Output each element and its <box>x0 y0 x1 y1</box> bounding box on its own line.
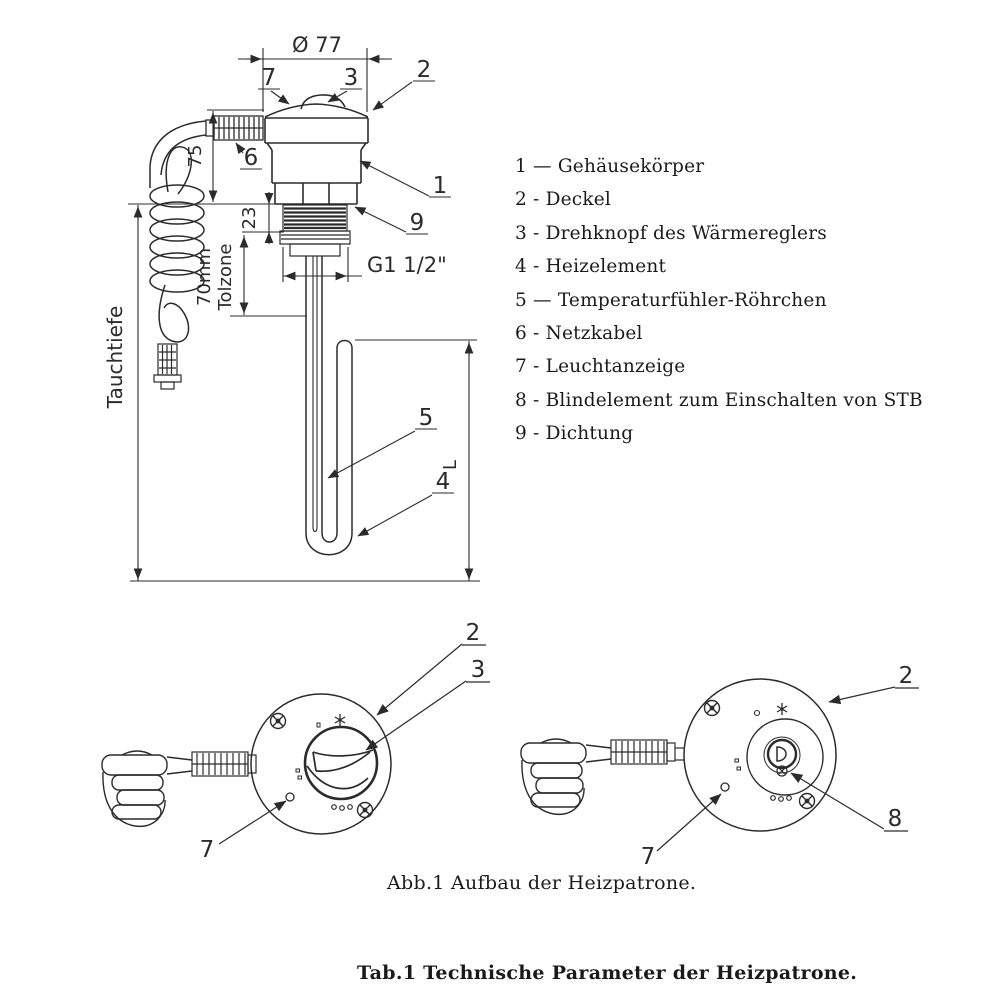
position-dot <box>755 711 760 716</box>
blind-element-boss <box>768 740 796 768</box>
legend-item-9: 9 - Dichtung <box>515 423 634 445</box>
cap-dome <box>265 104 368 117</box>
cable-gland <box>206 116 263 140</box>
setting-mark-1 <box>735 759 739 762</box>
callout-4-main: 4 <box>435 469 451 495</box>
dim-tolzone-label: Tolzone <box>215 243 236 311</box>
main-sectional-view <box>103 33 480 581</box>
callout-8-back: 8 <box>887 806 903 832</box>
dim-thread-label: G1 1/2" <box>367 253 447 277</box>
heating-element-tubes <box>306 256 352 555</box>
callout-7-main: 7 <box>261 65 277 91</box>
main-view-callouts <box>236 81 454 536</box>
callout-3-main: 3 <box>343 65 359 91</box>
callout-2-main: 2 <box>416 57 432 83</box>
plug-front <box>102 751 192 826</box>
setting-mark-2 <box>737 767 741 770</box>
legend-item-7: 7 - Leuchtanzeige <box>515 356 686 378</box>
figure-caption: Abb.1 Aufbau der Heizpatrone. <box>387 872 697 894</box>
housing-body <box>265 95 368 256</box>
legend-item-3: 3 - Drehknopf des Wärmereglers <box>515 222 827 244</box>
plug-side <box>154 344 181 389</box>
hex-nut <box>275 183 357 204</box>
dim-23-label: 23 <box>239 206 260 230</box>
sensor-tube-end <box>313 527 317 532</box>
legend-item-5: 5 — Temperaturfühler-Röhrchen <box>515 289 827 311</box>
dim-diameter-label: Ø 77 <box>292 33 342 57</box>
callout-1-main: 1 <box>432 173 448 199</box>
setting-mark-1 <box>296 769 300 772</box>
callout-2-front: 2 <box>465 620 481 646</box>
legend-item-8: 8 - Blindelement zum Einschalten von STB <box>515 389 923 411</box>
element-return-top <box>337 341 352 349</box>
indicator-lamp <box>286 793 294 801</box>
legend-item-6: 6 - Netzkabel <box>515 322 643 344</box>
callout-7-back: 7 <box>640 844 656 870</box>
callout-6-main: 6 <box>243 145 259 171</box>
legend-item-4: 4 - Heizelement <box>515 256 667 278</box>
parts-legend <box>515 150 923 451</box>
legend-item-1: 1 — Gehäusekörper <box>515 156 705 177</box>
vent-dots <box>771 796 792 802</box>
table-caption: Tab.1 Technische Parameter der Heizpatrone. <box>357 962 858 984</box>
callout-5-main: 5 <box>418 405 434 431</box>
snowflake-icon <box>777 703 787 715</box>
legend-item-2: 2 - Deckel <box>515 189 611 211</box>
cap-back-view <box>521 663 919 870</box>
screw-icon <box>358 803 373 818</box>
callout-9-main: 9 <box>409 210 425 236</box>
cable-gland-front <box>192 752 256 776</box>
dim-tolzone-value: 70mm <box>194 248 215 306</box>
dim-tauchtiefe-label: Tauchtiefe <box>103 305 127 409</box>
cap-outline <box>251 694 391 834</box>
callout-7-front: 7 <box>199 837 215 863</box>
thread-section <box>280 205 350 256</box>
setting-mark-2 <box>298 776 302 779</box>
indicator-lamp <box>721 783 729 791</box>
screw-icon <box>271 714 286 729</box>
dim-length-label: L <box>440 459 461 471</box>
cable-gland-back <box>611 740 685 764</box>
vent-dots <box>332 805 353 811</box>
min-mark <box>317 723 320 727</box>
snowflake-icon <box>335 714 345 726</box>
screw-icon <box>800 794 815 809</box>
plug-back <box>521 739 611 814</box>
callout-3-front: 3 <box>470 657 486 683</box>
front-view-callout-leaders <box>219 644 490 844</box>
d-shaft-hole <box>777 747 786 761</box>
knob-grip <box>307 750 373 789</box>
cap-front-view <box>102 620 490 863</box>
callout-2-back: 2 <box>898 663 914 689</box>
cable-loop-bottom <box>159 285 188 342</box>
dim-75-label: 75 <box>185 144 206 168</box>
screw-icon <box>705 701 720 716</box>
